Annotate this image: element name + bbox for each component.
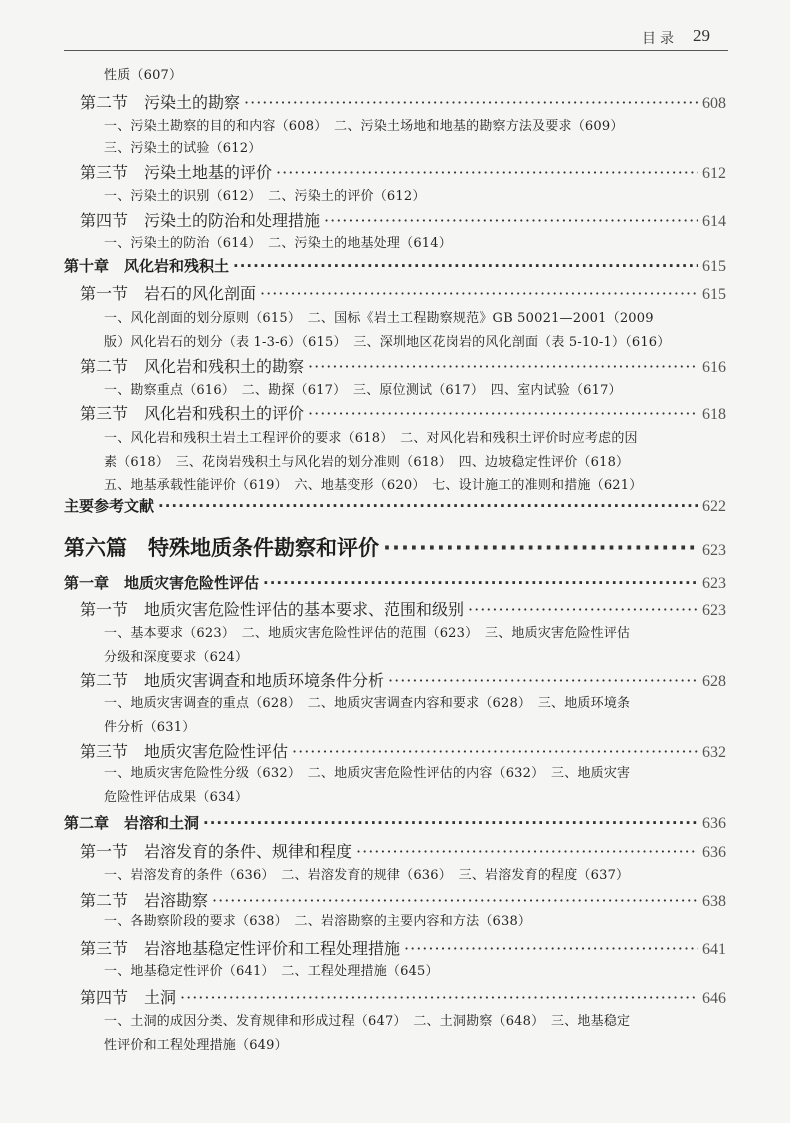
toc-entry-page-number: 636 xyxy=(702,815,726,832)
toc-subentry: 一、勘察重点（616） 二、勘探（617） 三、原位测试（617） 四、室内试验（617） xyxy=(104,383,622,398)
dot-leader xyxy=(324,211,698,230)
toc-subentry: 一、各勘察阶段的要求（638） 二、岩溶勘察的主要内容和方法（638） xyxy=(104,914,532,929)
toc-section-entry[interactable] xyxy=(80,985,726,1008)
toc-entry-page-number: 623 xyxy=(702,542,726,559)
toc-entry-title: 第十章 风化岩和残积土 xyxy=(64,257,230,275)
toc-section-entry[interactable] xyxy=(80,281,726,304)
toc-section-entry[interactable] xyxy=(80,739,726,762)
toc-part-entry[interactable] xyxy=(64,532,726,562)
toc-subentry: 一、基本要求（623） 二、地质灾害危险性评估的范围（623） 三、地质灾害危险性评估 xyxy=(104,626,631,641)
toc-subentry: 一、地质灾害危险性分级（632） 二、地质灾害危险性评估的内容（632） 三、地质灾害 xyxy=(104,766,631,781)
toc-subentry: 一、污染土的防治（614） 二、污染土的地基处理（614） xyxy=(104,236,452,251)
toc-entry-title: 第二节 风化岩和残积土的勘察 xyxy=(80,357,305,376)
toc-entry-title: 第三节 岩溶地基稳定性评价和工程处理措施 xyxy=(80,939,401,958)
toc-subentry: 一、土洞的成因分类、发育规律和形成过程（647） 二、土洞勘察（648） 三、地基稳定 xyxy=(104,1014,631,1029)
toc-entry-title: 主要参考文献 xyxy=(64,497,155,515)
toc-entry-title: 第一节 岩溶发育的条件、规律和程度 xyxy=(80,842,353,861)
toc-entry-title: 第二节 地质灾害调查和地质环境条件分析 xyxy=(80,671,385,690)
dot-leader xyxy=(468,600,698,619)
toc-subentry: 素（618） 三、花岗岩残积土与风化岩的划分准则（618） 四、边坡稳定性评价（618） xyxy=(104,455,630,470)
toc-entry-page-number: 623 xyxy=(702,575,726,592)
toc-entry-title: 第四节 土洞 xyxy=(80,988,177,1007)
toc-section-entry[interactable] xyxy=(80,208,726,231)
dot-leader xyxy=(276,163,698,182)
toc-subentry: 一、风化剖面的划分原则（615） 二、国标《岩土工程勘察规范》GB 50021—2001（2009 xyxy=(104,311,654,326)
toc-entry-page-number: 615 xyxy=(702,258,726,275)
dot-leader xyxy=(388,671,698,690)
toc-entry-page-number: 623 xyxy=(702,602,726,619)
toc-section-entry[interactable] xyxy=(80,888,726,911)
toc-section-entry[interactable] xyxy=(80,936,726,959)
toc-subentry: 一、岩溶发育的条件（636） 二、岩溶发育的规律（636） 三、岩溶发育的程度（637） xyxy=(104,868,630,883)
toc-entry-title: 第三节 风化岩和残积土的评价 xyxy=(80,404,305,423)
toc-section-entry[interactable] xyxy=(80,160,726,183)
toc-entry-title: 第二章 岩溶和土洞 xyxy=(64,814,200,832)
dot-leader xyxy=(158,497,698,515)
toc-chapter-entry[interactable] xyxy=(64,255,726,276)
toc-entry-page-number: 612 xyxy=(702,165,726,182)
toc-subentry: 三、污染土的试验（612） xyxy=(104,141,262,156)
dot-leader xyxy=(233,257,698,275)
dot-leader xyxy=(356,842,698,861)
toc-section-entry[interactable] xyxy=(80,668,726,691)
toc-entry-page-number: 618 xyxy=(702,406,726,423)
toc-subentry: 一、地质灾害调查的重点（628） 二、地质灾害调查内容和要求（628） 三、地质环境条 xyxy=(104,696,631,711)
toc-entry-page-number: 622 xyxy=(702,498,726,515)
toc-subentry: 性评价和工程处理措施（649） xyxy=(104,1038,288,1053)
toc-section-entry[interactable] xyxy=(80,597,726,620)
header-title: 目录 xyxy=(642,31,678,47)
toc-subentry: 危险性评估成果（634） xyxy=(104,790,249,805)
toc-subentry: 一、污染土勘察的目的和内容（608） 二、污染土场地和地基的勘察方法及要求（609） xyxy=(104,119,624,134)
dot-leader xyxy=(212,891,698,910)
dot-leader xyxy=(244,93,698,112)
dot-leader xyxy=(203,814,698,832)
toc-section-entry[interactable] xyxy=(80,401,726,424)
toc-entry-title: 第一章 地质灾害危险性评估 xyxy=(64,574,260,592)
dot-leader xyxy=(308,404,698,423)
toc-entry-page-number: 636 xyxy=(702,844,726,861)
toc-refs-entry[interactable] xyxy=(64,495,726,516)
toc-entry-page-number: 616 xyxy=(702,359,726,376)
toc-entry-page-number: 628 xyxy=(702,673,726,690)
dot-leader xyxy=(180,988,698,1007)
toc-section-entry[interactable] xyxy=(80,90,726,113)
dot-leader xyxy=(263,574,698,592)
toc-entry-page-number: 641 xyxy=(702,941,726,958)
toc-subentry: 一、污染土的识别（612） 二、污染土的评价（612） xyxy=(104,189,426,204)
toc-entry-page-number: 646 xyxy=(702,990,726,1007)
dot-leader xyxy=(404,939,698,958)
toc-subentry: 一、地基稳定性评价（641） 二、工程处理措施（645） xyxy=(104,964,439,979)
toc-section-entry[interactable] xyxy=(80,839,726,862)
dot-leader xyxy=(292,742,698,761)
toc-subentry: 件分析（631） xyxy=(104,720,196,735)
toc-entry-page-number: 615 xyxy=(702,286,726,303)
toc-chapter-entry[interactable] xyxy=(64,812,726,833)
toc-subentry: 版）风化岩石的划分（表 1-3-6）（615） 三、深圳地区花岗岩的风化剖面（表 5-10-1）（616） xyxy=(104,335,671,350)
dot-leader xyxy=(260,284,698,303)
header-page-number: 29 xyxy=(693,26,710,45)
toc-section-entry[interactable] xyxy=(80,354,726,377)
toc-subentry: 性质（607） xyxy=(104,68,183,83)
toc-entry-title: 第二节 污染土的勘察 xyxy=(80,93,241,112)
toc-entry-page-number: 632 xyxy=(702,744,726,761)
toc-subentry: 一、风化岩和残积土岩土工程评价的要求（618） 二、对风化岩和残积土评价时应考虑的因 xyxy=(104,431,638,446)
dot-leader xyxy=(383,536,698,560)
toc-entry-title: 第一节 岩石的风化剖面 xyxy=(80,284,257,303)
toc-subentry: 分级和深度要求（624） xyxy=(104,650,249,665)
dot-leader xyxy=(308,357,698,376)
toc-entry-title: 第三节 污染土地基的评价 xyxy=(80,163,273,182)
toc-subentry: 五、地基承载性能评价（619） 六、地基变形（620） 七、设计施工的准则和措施（621） xyxy=(104,478,643,493)
toc-chapter-entry[interactable] xyxy=(64,572,726,593)
toc-entry-page-number: 638 xyxy=(702,893,726,910)
toc-entry-title: 第二节 岩溶勘察 xyxy=(80,891,209,910)
toc-entry-page-number: 614 xyxy=(702,213,726,230)
toc-entry-title: 第四节 污染土的防治和处理措施 xyxy=(80,211,321,230)
toc-entry-title: 第三节 地质灾害危险性评估 xyxy=(80,742,289,761)
toc-entry-title: 第六篇 特殊地质条件勘察和评价 xyxy=(64,536,379,560)
toc-entry-title: 第一节 地质灾害危险性评估的基本要求、范围和级别 xyxy=(80,600,465,619)
toc-entry-page-number: 608 xyxy=(702,95,726,112)
